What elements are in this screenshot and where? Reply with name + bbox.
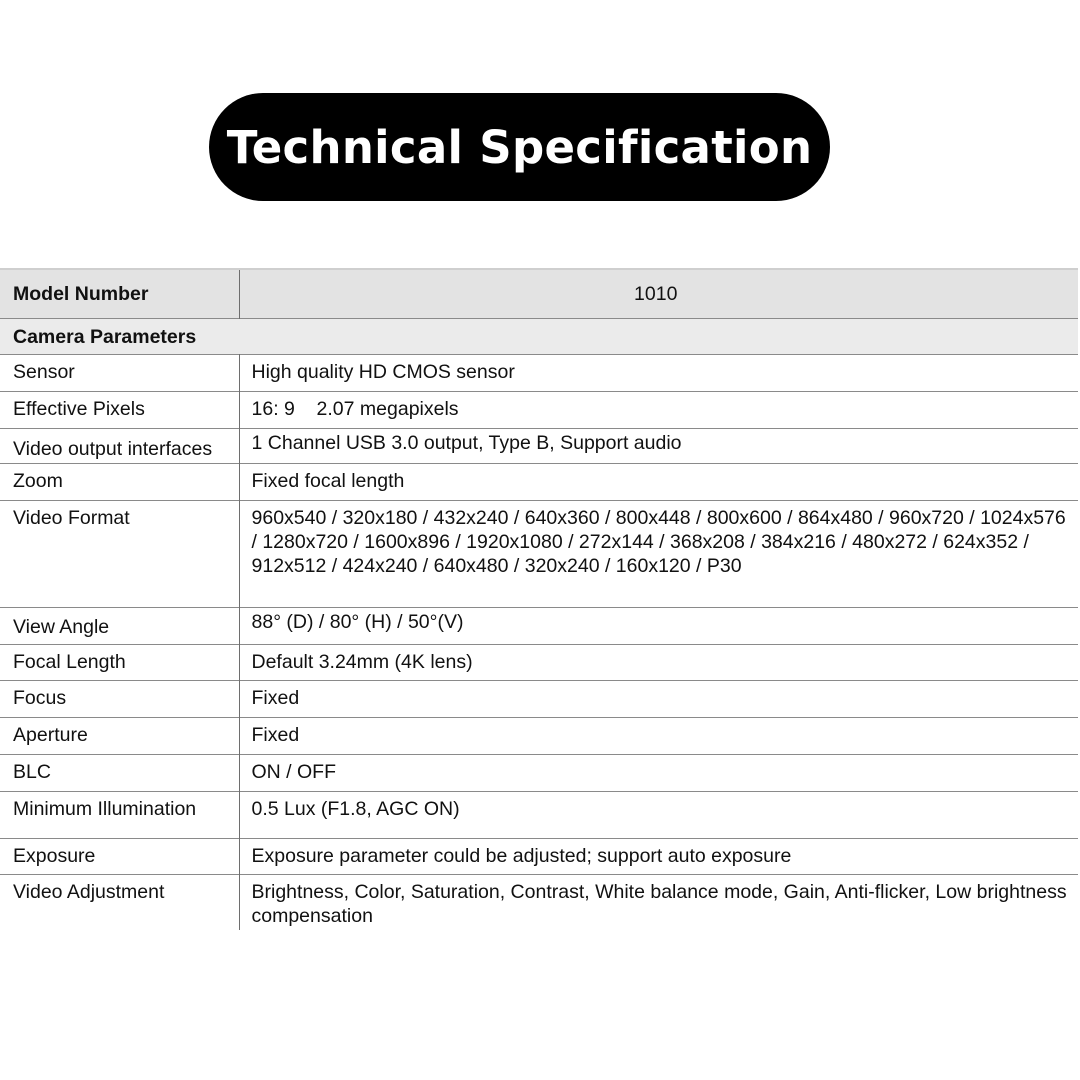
row-value: Exposure parameter could be adjusted; support auto exposure — [239, 839, 1078, 875]
title-banner — [209, 93, 830, 201]
row-label: Aperture — [0, 718, 239, 755]
section-header — [0, 319, 1078, 355]
page-title: Technical Specification — [226, 120, 813, 174]
table-row — [0, 718, 1078, 755]
row-label: BLC — [0, 755, 239, 792]
table-row — [0, 608, 1078, 645]
table-row — [0, 681, 1078, 718]
row-value: 1 Channel USB 3.0 output, Type B, Support audio — [239, 429, 1078, 464]
row-label: Focus — [0, 681, 239, 718]
row-label: Zoom — [0, 464, 239, 501]
row-value: Fixed — [239, 718, 1078, 755]
section-title: Camera Parameters — [0, 319, 1078, 355]
row-label: View Angle — [0, 608, 239, 645]
row-value: 0.5 Lux (F1.8, AGC ON) — [239, 792, 1078, 839]
table-row — [0, 355, 1078, 392]
table-row — [0, 501, 1078, 608]
row-label: Exposure — [0, 839, 239, 875]
row-label: Effective Pixels — [0, 392, 239, 429]
row-label: Minimum Illumination — [0, 792, 239, 839]
row-value: ON / OFF — [239, 755, 1078, 792]
row-label: Sensor — [0, 355, 239, 392]
model-label: Model Number — [0, 269, 239, 319]
table-row — [0, 392, 1078, 429]
spec-table — [0, 268, 1078, 930]
table-row — [0, 875, 1078, 931]
row-value: 88° (D) / 80° (H) / 50°(V) — [239, 608, 1078, 645]
table-row — [0, 645, 1078, 681]
table-row — [0, 755, 1078, 792]
row-label: Video Format — [0, 501, 239, 608]
table-row — [0, 839, 1078, 875]
row-value: Brightness, Color, Saturation, Contrast, White balance mode, Gain, Anti-flicker, Low brightness compensation — [239, 875, 1078, 931]
row-value: 960x540 / 320x180 / 432x240 / 640x360 / 800x448 / 800x600 / 864x480 / 960x720 / 1024x576 / 1280x720 / 1600x896 / 1920x1080 / 272x144 / 368x208 / 384x216 / 480x272 / 624x352 / 912x512 / 424x240 / 640x480 / 320x240 / 160x120 / P30 — [239, 501, 1078, 608]
table-row — [0, 429, 1078, 464]
table-row — [0, 464, 1078, 501]
model-value: 1010 — [239, 269, 1078, 319]
row-label: Focal Length — [0, 645, 239, 681]
row-value: Fixed focal length — [239, 464, 1078, 501]
row-value: Default 3.24mm (4K lens) — [239, 645, 1078, 681]
row-value: Fixed — [239, 681, 1078, 718]
model-row — [0, 269, 1078, 319]
row-value: High quality HD CMOS sensor — [239, 355, 1078, 392]
row-label: Video output interfaces — [0, 429, 239, 464]
row-value: 16: 9 2.07 megapixels — [239, 392, 1078, 429]
row-label: Video Adjustment — [0, 875, 239, 931]
table-row — [0, 792, 1078, 839]
